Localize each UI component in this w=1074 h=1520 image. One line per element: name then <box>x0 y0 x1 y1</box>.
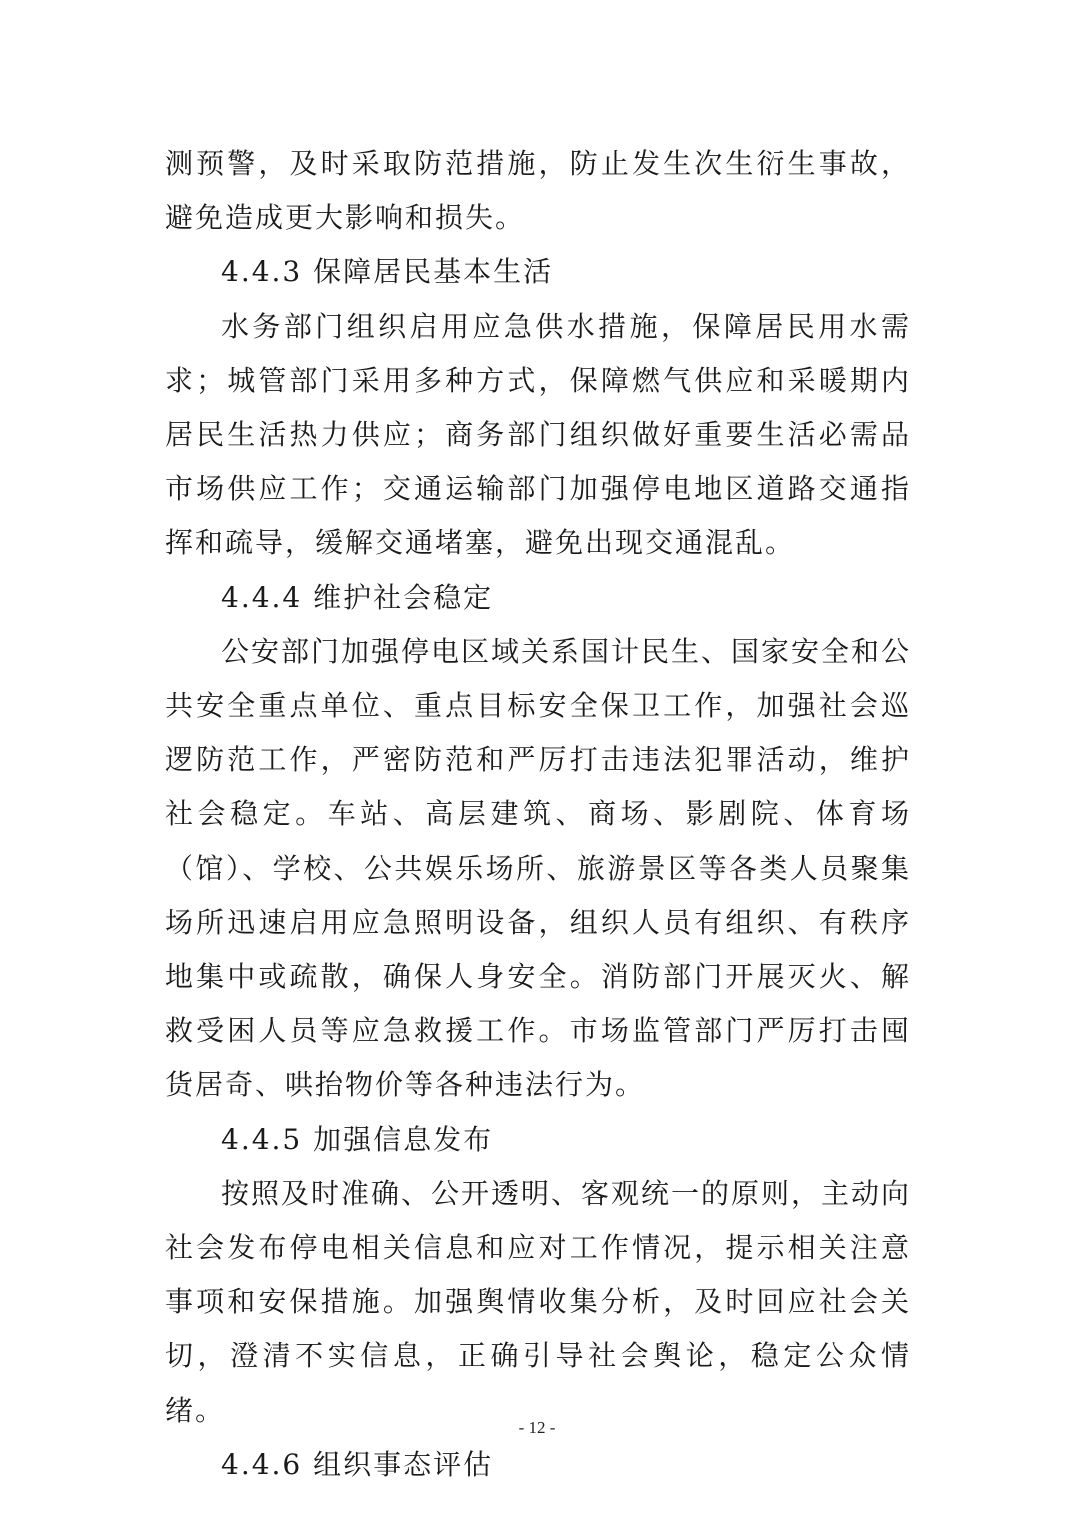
paragraph-continuation: 测预警，及时采取防范措施，防止发生次生衍生事故，避免造成更大影响和损失。 <box>165 147 911 235</box>
section-heading-4-4-3: 4.4.3 保障居民基本生活 <box>221 255 554 289</box>
document-body <box>165 137 911 1492</box>
paragraph-social-stability: 公安部门加强停电区域关系国计民生、国家安全和公共安全重点单位、重点目标安全保卫工作，加强社会巡逻防范工作，严密防范和严厉打击违法犯罪活动，维护社会稳定。车站、高层建筑、商场、影剧院、体育场（馆）、学校、公共娱乐场所、旅游景区等各类人员聚集场所迅速启用应急照明设备，组织人员有组织、有秩序地集中或疏散，确保人身安全。消防部门开展灭火、解救受困人员等应急救援工作。市场监管部门严厉打击囤货居奇、哄抬物价等各种违法行为。 <box>165 634 912 1102</box>
paragraph-information-release: 按照及时准确、公开透明、客观统一的原则，主动向社会发布停电相关信息和应对工作情况，提示相关注意事项和安保措施。加强舆情收集分析，及时回应社会关切，澄清不实信息，正确引导社会舆论，稳定公众情绪。 <box>165 1176 912 1427</box>
section-heading-4-4-4: 4.4.4 维护社会稳定 <box>221 580 494 614</box>
section-heading-4-4-6: 4.4.6 组织事态评估 <box>221 1447 494 1481</box>
paragraph-basic-living: 水务部门组织启用应急供水措施，保障居民用水需求；城管部门采用多种方式，保障燃气供应和采暖期内居民生活热力供应；商务部门组织做好重要生活必需品市场供应工作；交通运输部门加强停电地区道路交通指挥和疏导，缓解交通堵塞，避免出现交通混乱。 <box>165 309 911 560</box>
page-number: - 12 - <box>518 1418 556 1437</box>
section-heading-4-4-5: 4.4.5 加强信息发布 <box>221 1122 494 1156</box>
